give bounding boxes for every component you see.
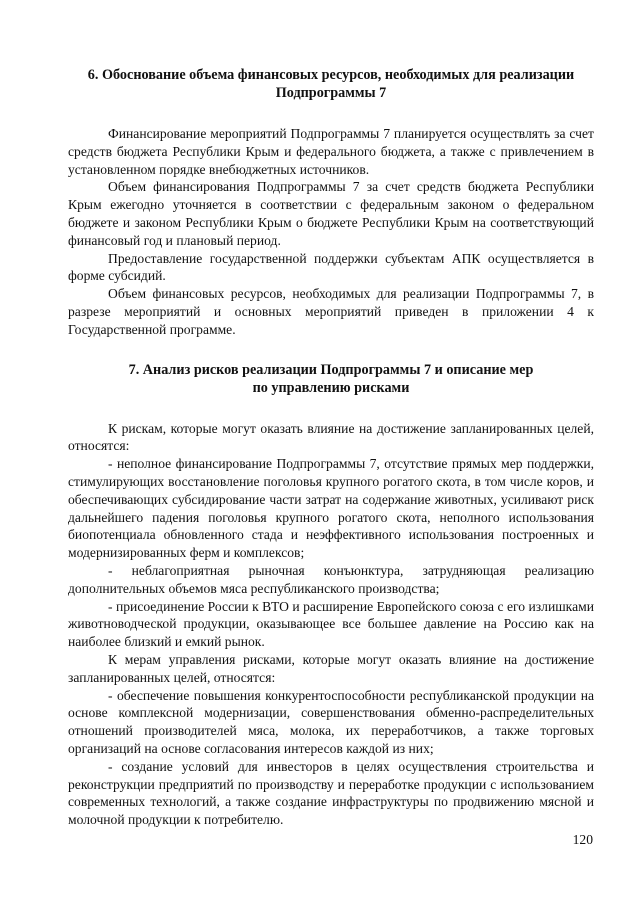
section-6-title-line-1: 6. Обоснование объема финансовых ресурсов, необходимых для реализации [87, 67, 575, 83]
section-6-body [68, 125, 594, 339]
section-6-title [68, 66, 594, 102]
section-7-title-line-1: 7. Анализ рисков реализации Подпрограммы 7 и описание мер [128, 361, 534, 378]
section-6-paragraph-2: Объем финансирования Подпрограммы 7 за счет средств бюджета Республики Крым ежегодно уточняется в соответствии с федеральным законом о федеральном бюджете и законом Республики Крым о бюджете Республики Крым на соответствующий финансовый год и плановый период. [68, 179, 594, 248]
section-7-paragraph-2: - неполное финансирование Подпрограммы 7, отсутствие прямых мер поддержки, стимулирующих восстановление поголовья крупного рогатого скота, в том числе коров, и обеспечивающих субсидирование части затрат на содержание животных, усиливают риск дальнейшего падения поголовья крупного рогатого скота, неполного использования биопотенциала обновленного стада и неэффективного использования построенных и модернизированных ферм и комплексов; [68, 456, 594, 561]
section-7-paragraph-3: - неблагоприятная рыночная конъюнктура, затрудняющая реализацию дополнительных объемов мяса республиканского производства; [68, 562, 594, 596]
section-7-paragraph-5: К мерам управления рисками, которые могут оказать влияние на достижение запланированных целей, относятся: [68, 651, 594, 685]
page-number: 120 [572, 832, 593, 847]
section-6-paragraph-4: Объем финансовых ресурсов, необходимых для реализации Подпрограммы 7, в разрезе мероприятий и основных мероприятий приведен в приложении 4 к Государственной программе. [68, 286, 594, 337]
section-7-title-line-2: по управлению рисками [252, 379, 410, 396]
section-7-paragraph-7: - создание условий для инвесторов в целях осуществления строительства и реконструкции предприятий по производству и переработке продукции с использованием современных технологий, а также создание инфраструктуры по продвижению мясной и молочной продукции к потребителю. [68, 758, 594, 828]
section-6-paragraph-1: Финансирование мероприятий Подпрограммы 7 планируется осуществлять за счет средств бюджета Республики Крым и федерального бюджета, а также с привлечением в установленном порядке внебюджетных источников. [68, 126, 594, 177]
section-6-paragraph-3: Предоставление государственной поддержки субъектам АПК осуществляется в форме субсидий. [68, 250, 594, 284]
section-7-paragraph-1: К рискам, которые могут оказать влияние на достижение запланированных целей, относятся: [68, 420, 594, 454]
section-6-title-line-2: Подпрограммы 7 [275, 85, 387, 101]
section-7-paragraph-6: - обеспечение повышения конкурентоспособности республиканской продукции на основе комплексной модернизации, совершенствования обменно-распределительных отношений производителей мяса, молока, их переработчиков, а также торговых организаций на основе согласования интересов каждой из них; [68, 687, 594, 756]
section-7-body [68, 420, 594, 829]
section-7-title [68, 361, 594, 397]
section-7-paragraph-4: - присоединение России к ВТО и расширение Европейского союза с его излишками животноводческой продукции, оказывающее все большее давление на Россию как на наиболее близкий и емкий рынок. [68, 598, 594, 650]
